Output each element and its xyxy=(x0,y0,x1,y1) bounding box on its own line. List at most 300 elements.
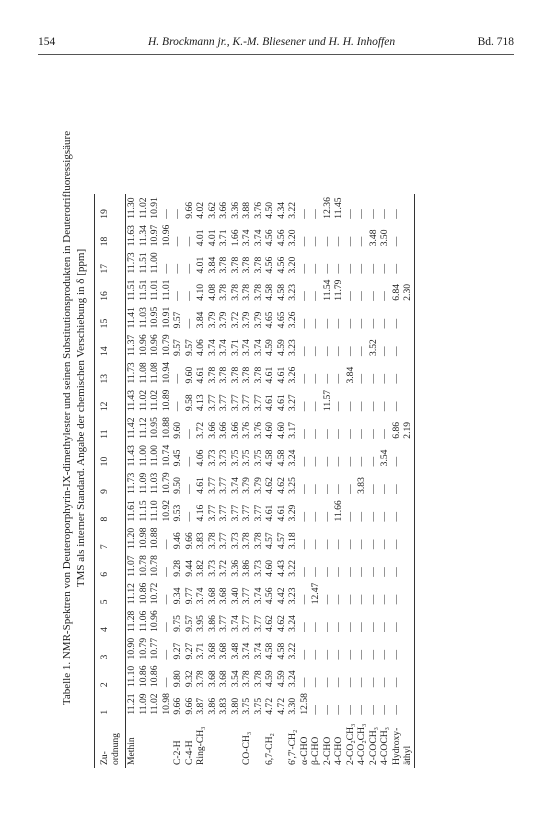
table-cell: 4.59 4.59 xyxy=(264,670,287,688)
table-cell: — xyxy=(356,705,367,715)
column-header: 3 xyxy=(95,635,126,663)
table-caption xyxy=(60,68,88,768)
table-cell: 4.56 4.56 xyxy=(264,229,287,247)
table-cell: 3.78 3.78 xyxy=(241,283,264,301)
table-cell: — xyxy=(356,622,367,632)
table-cell: 4.06 3.74 3.74 3.71 xyxy=(195,339,241,356)
table-cell: — xyxy=(333,539,344,550)
table-cell: — xyxy=(379,594,390,605)
table-cell: — xyxy=(391,304,415,332)
table-cell: 11.66 xyxy=(333,500,344,522)
table-cell: — xyxy=(356,456,367,467)
table-row xyxy=(368,194,380,768)
table-cell: — xyxy=(367,373,379,384)
table-row xyxy=(195,194,241,768)
table-cell: 3.83 3.78 3.77 3.73 xyxy=(195,532,241,550)
table-cell: 3.26 xyxy=(287,366,298,384)
row-label: 2-COCH₃ xyxy=(367,727,379,765)
table-cell: — xyxy=(391,552,415,580)
table-cell: — xyxy=(367,263,379,274)
table-cell: — xyxy=(379,401,390,412)
table-cell: 11.57 xyxy=(321,389,333,412)
table-cell: 3.27 xyxy=(287,394,298,412)
table-cell: — xyxy=(310,511,321,522)
table-cell: — xyxy=(344,263,356,274)
table-cell: 3.78 3.78 xyxy=(241,532,264,550)
column-header: 5 xyxy=(95,580,126,608)
table-cell: — xyxy=(344,209,356,219)
row-label: CO-CH₃ xyxy=(241,731,252,765)
volume-label: Bd. 718 xyxy=(477,36,514,48)
table-cell: — xyxy=(298,346,310,356)
table-cell: — xyxy=(333,567,344,577)
table-cell: — — xyxy=(172,263,195,274)
table-cell: — xyxy=(321,429,333,439)
row-label: C-2-H C-4-H xyxy=(172,740,195,765)
table-cell: — xyxy=(344,677,356,688)
table-cell: 9.80 9.32 xyxy=(172,670,195,688)
table-cell: — xyxy=(391,469,415,497)
table-cell: 4.10 4.08 3.78 3.78 xyxy=(195,283,241,301)
table-cell: 4.50 4.34 xyxy=(264,201,287,219)
table-cell: — xyxy=(379,318,390,329)
table-cell: 3.71 3.68 3.68 3.48 xyxy=(195,642,241,660)
table-cell: — xyxy=(310,649,321,660)
column-header: 18 xyxy=(95,222,126,250)
table-cell: 3.84 xyxy=(344,366,356,384)
row-label: 2-CHO xyxy=(321,736,333,765)
table-cell: — xyxy=(321,263,333,274)
table-cell: 3.77 3.77 xyxy=(241,394,264,412)
table-cell: — xyxy=(344,705,356,715)
table-cell: 4.56 4.42 xyxy=(264,587,287,605)
table-cell: — xyxy=(310,567,321,577)
table-cell: — xyxy=(321,622,333,632)
table-cell: 3.24 xyxy=(287,670,298,688)
table-cell: — xyxy=(344,401,356,412)
table-cell: 3.52 xyxy=(367,339,379,356)
table-cell: — xyxy=(298,373,310,384)
table-cell: — xyxy=(333,429,344,439)
table-cell: — xyxy=(367,209,379,219)
table-cell: — xyxy=(298,401,310,412)
table-cell: 3.83 xyxy=(356,477,367,494)
table-cell: — xyxy=(298,236,310,247)
table-cell: 3.22 xyxy=(287,559,298,577)
table-cell: — xyxy=(333,346,344,356)
table-cell: 11.61 11.15 11.10 10.92 xyxy=(126,499,172,522)
table-cell: — xyxy=(391,662,415,690)
table-cell: 4.02 3.62 3.66 3.36 xyxy=(195,201,241,219)
row-label: β-CHO xyxy=(310,736,321,765)
running-header xyxy=(0,36,552,56)
table-cell: 3.74 3.74 xyxy=(241,339,264,356)
row-label: 2-CO₂CH₃ xyxy=(344,723,356,765)
row-label: α-CHO xyxy=(298,736,310,765)
table-row xyxy=(299,194,311,768)
table-cell: 3.29 xyxy=(287,504,298,522)
table-cell: 3.22 xyxy=(287,642,298,660)
table-cell: — xyxy=(310,263,321,274)
column-header: 7 xyxy=(95,525,126,553)
table-cell: 3.82 3.73 3.72 3.36 xyxy=(195,559,241,577)
table-cell: — xyxy=(321,318,333,329)
table-cell: 3.77 3.77 xyxy=(241,615,264,632)
table-cell: 4.61 4.61 xyxy=(264,366,287,384)
table-cell: 11.63 11.34 10.97 10.96 xyxy=(126,224,172,247)
table-cell: — xyxy=(379,346,390,356)
table-cell: 3.78 3.78 xyxy=(241,366,264,384)
table-cell: 9.57 — xyxy=(172,311,195,329)
table-cell: — xyxy=(356,429,367,439)
table-cell: — xyxy=(310,456,321,467)
table-cell: — xyxy=(310,291,321,301)
table-cell: — xyxy=(391,690,415,718)
table-cell: 9.60 — xyxy=(172,421,195,439)
table-cell: 4.58 4.58 xyxy=(264,449,287,467)
table-cell: — xyxy=(367,511,379,522)
table-cell: — xyxy=(321,511,333,522)
column-header: 1 xyxy=(95,690,126,718)
table-cell: — xyxy=(344,291,356,301)
table-cell: 3.24 xyxy=(287,615,298,632)
table-cell: 3.75 3.75 xyxy=(241,449,264,467)
column-header: 15 xyxy=(95,304,126,332)
table-cell: — xyxy=(379,705,390,715)
row-label: Hydroxy- äthyl xyxy=(391,718,415,768)
table-cell: 3.77 3.77 xyxy=(241,504,264,522)
table-cell: — xyxy=(379,291,390,301)
table-cell: — xyxy=(356,677,367,688)
column-header: 17 xyxy=(95,249,126,276)
table-cell: 9.34 9.77 xyxy=(172,587,195,605)
table-cell: — xyxy=(321,677,333,688)
table-cell: 11.30 11.02 10.91 — xyxy=(126,197,172,219)
table-cell: 4.61 3.77 3.77 3.74 xyxy=(195,477,241,494)
table-cell: 3.87 3.86 3.83 3.80 xyxy=(195,697,241,715)
table-cell: — xyxy=(367,705,379,715)
table-cell: — xyxy=(379,539,390,550)
table-cell: — xyxy=(391,331,415,359)
table-cell: — xyxy=(298,622,310,632)
table-cell: 4.56 4.56 xyxy=(264,256,287,274)
table-cell: — xyxy=(367,429,379,439)
table-cell: 3.22 xyxy=(287,201,298,219)
column-header: 14 xyxy=(95,331,126,359)
table-cell: — xyxy=(367,318,379,329)
table-cell: — xyxy=(310,705,321,715)
table-cell: 3.54 xyxy=(379,449,390,467)
table-cell: 11.54 xyxy=(321,279,333,301)
table-cell: — xyxy=(298,677,310,688)
page-number: 154 xyxy=(38,36,56,48)
table-cell: — xyxy=(344,649,356,660)
table-body xyxy=(126,194,415,768)
table-cell: — xyxy=(298,291,310,301)
table-cell: 3.50 xyxy=(379,229,390,247)
table-cell: — xyxy=(333,705,344,715)
table-cell: 9.50 — xyxy=(172,477,195,494)
table-cell: 4.72 4.72 xyxy=(264,697,287,715)
table-cell: 4.61 4.61 xyxy=(264,504,287,522)
table-cell: — xyxy=(298,484,310,494)
table-row xyxy=(241,194,264,768)
table-cell: — xyxy=(344,318,356,329)
table-cell: 9.27 9.27 xyxy=(172,642,195,660)
table-cell: 9.53 — xyxy=(172,504,195,522)
table-cell: 11.73 11.08 11.08 10.94 xyxy=(126,361,172,384)
table-cell: 3.25 xyxy=(287,477,298,494)
table-cell: — xyxy=(321,484,333,494)
table-cell: 3.23 xyxy=(287,587,298,605)
table-cell: — xyxy=(298,594,310,605)
table-cell: — xyxy=(333,401,344,412)
table-cell: — xyxy=(310,622,321,632)
table-cell: — xyxy=(344,456,356,467)
table-cell: 11.12 10.86 10.72 — xyxy=(126,582,172,605)
table-cell: — xyxy=(321,373,333,384)
table-cell: — xyxy=(391,249,415,276)
table-cell: — xyxy=(391,635,415,663)
table-cell: — xyxy=(379,677,390,688)
running-authors: H. Brockmann jr., K.-M. Bliesener und H. H. Inhoffen xyxy=(148,36,396,48)
table-cell: — xyxy=(333,484,344,494)
table-cell: — xyxy=(379,567,390,577)
table-cell: 3.72 3.66 3.66 3.66 xyxy=(195,421,241,439)
table-cell: — xyxy=(356,511,367,522)
nmr-table xyxy=(94,194,415,768)
table-cell: 9.46 9.66 xyxy=(172,532,195,550)
table-cell: 3.48 xyxy=(367,229,379,247)
table-cell: 3.24 xyxy=(287,449,298,467)
table-cell: — xyxy=(321,594,333,605)
table-cell: 9.45 — xyxy=(172,449,195,467)
column-header: 16 xyxy=(95,277,126,304)
table-cell: 11.07 10.78 10.78 — xyxy=(126,555,172,577)
table-cell: — xyxy=(356,236,367,247)
table-cell: 3.78 3.78 xyxy=(241,256,264,274)
table-cell: 11.73 11.09 11.03 10.79 xyxy=(126,472,172,494)
table-cell: — xyxy=(344,511,356,522)
table-row xyxy=(379,194,391,768)
table-cell: 4.13 3.77 3.77 3.77 xyxy=(195,394,241,412)
table-cell: — xyxy=(379,511,390,522)
table-row xyxy=(345,194,357,768)
row-label: 6',7'-CH₂ xyxy=(287,729,298,765)
table-cell: 9.28 9.44 xyxy=(172,559,195,577)
table-cell: 3.88 3.76 xyxy=(241,201,264,219)
table-cell: — xyxy=(391,525,415,553)
row-label: 4-CO₂CH₃ xyxy=(356,723,367,765)
column-header: 13 xyxy=(95,359,126,387)
column-header: 11 xyxy=(95,414,126,442)
table-cell: — xyxy=(333,263,344,274)
table-cell: 4.62 4.62 xyxy=(264,615,287,632)
table-cell: 4.61 3.78 3.78 3.78 xyxy=(195,366,241,384)
table-cell: — xyxy=(367,456,379,467)
table-cell: 3.17 xyxy=(287,421,298,439)
table-cell: — xyxy=(379,373,390,384)
header-assignment: Zu- ordnung xyxy=(95,718,126,768)
table-cell: 4.58 4.58 xyxy=(264,642,287,660)
table-cell: 11.45 xyxy=(333,197,344,219)
table-cell: 11.43 11.00 11.00 10.74 xyxy=(126,444,172,467)
table-cell: — xyxy=(333,677,344,688)
table-cell: — xyxy=(333,456,344,467)
row-label: Ring-CH₃ xyxy=(195,726,206,765)
table-cell: — xyxy=(391,222,415,250)
table-cell: 10.90 10.79 10.77 — xyxy=(126,637,172,660)
table-row xyxy=(172,194,195,768)
table-cell: 3.79 3.79 xyxy=(241,477,264,494)
table-cell: — xyxy=(333,622,344,632)
table-cell: 3.74 3.74 xyxy=(241,229,264,247)
table-cell: 3.74 3.74 xyxy=(241,642,264,660)
table-row xyxy=(126,194,173,768)
table-cell: — xyxy=(333,236,344,247)
table-cell: — xyxy=(356,318,367,329)
table-cell: — xyxy=(333,373,344,384)
table-cell: — xyxy=(379,484,390,494)
table-cell: — — xyxy=(172,236,195,247)
table-cell: 11.43 11.02 11.02 10.89 xyxy=(126,389,172,412)
table-cell: 3.75 3.75 xyxy=(241,697,264,715)
table-cell: 4.65 4.65 xyxy=(264,311,287,329)
table-cell: — xyxy=(298,511,310,522)
table-cell: — xyxy=(356,649,367,660)
table-cell: — xyxy=(344,594,356,605)
table-cell: — xyxy=(298,567,310,577)
table-cell: — xyxy=(356,291,367,301)
table-cell: 3.30 xyxy=(287,697,298,715)
table-cell: — xyxy=(298,429,310,439)
table-cell: 11.37 10.96 10.96 10.79 xyxy=(126,334,172,356)
table-cell: — xyxy=(333,649,344,660)
table-cell: 4.57 4.57 xyxy=(264,532,287,550)
rotated-table-block xyxy=(60,68,480,768)
row-label: 6,7-CH₂ xyxy=(264,733,275,765)
table-cell: — xyxy=(367,539,379,550)
table-cell: 9.57 9.57 xyxy=(172,339,195,356)
table-cell: 3.20 xyxy=(287,256,298,274)
column-header: 2 xyxy=(95,662,126,690)
table-cell: — xyxy=(310,373,321,384)
table-cell: — xyxy=(367,291,379,301)
table-cell: 3.20 xyxy=(287,229,298,247)
table-cell: 3.79 3.79 xyxy=(241,311,264,329)
row-label: 4-COCH₃ xyxy=(379,727,390,765)
table-cell: 3.86 3.73 xyxy=(241,559,264,577)
header-rule xyxy=(38,54,514,55)
table-cell: — xyxy=(310,401,321,412)
table-cell: 4.58 4.58 xyxy=(264,283,287,301)
table-cell: 4.01 4.01 3.71 1.66 xyxy=(195,229,241,247)
table-cell: — xyxy=(367,401,379,412)
row-label: Methin xyxy=(126,737,137,765)
caption-line-2: TMS als interner Standard. Angabe der chemischen Verschiebung in δ [ppm] xyxy=(75,248,87,588)
table-cell: — xyxy=(391,387,415,415)
table-cell: 12.36 xyxy=(321,197,333,219)
table-cell: 3.74 3.68 3.68 3.40 xyxy=(195,587,241,605)
table-cell: 4.01 3.84 3.78 3.78 xyxy=(195,256,241,274)
table-cell: 11.42 11.12 10.95 10.88 xyxy=(126,417,172,439)
table-cell: — xyxy=(367,567,379,577)
table-cell: — xyxy=(356,346,367,356)
table-cell: — xyxy=(344,346,356,356)
table-cell: 3.78 3.78 xyxy=(241,670,264,688)
table-row xyxy=(264,194,287,768)
table-cell: — xyxy=(367,677,379,688)
column-header: 10 xyxy=(95,442,126,470)
table-cell: 12.58 xyxy=(298,693,310,715)
table-cell: — 9.60 xyxy=(172,366,195,384)
table-cell: 11.79 xyxy=(333,279,344,301)
table-row xyxy=(287,194,299,768)
table-cell: — xyxy=(321,705,333,715)
table-cell: — xyxy=(356,401,367,412)
table-cell: — xyxy=(298,209,310,219)
row-label: 4-CHO xyxy=(333,736,344,765)
table-cell: — xyxy=(310,539,321,550)
table-cell: — xyxy=(310,346,321,356)
table-cell: — xyxy=(391,359,415,387)
table-cell: 11.20 10.98 10.88 — xyxy=(126,527,172,550)
table-cell: — xyxy=(391,194,415,222)
table-cell: — xyxy=(379,209,390,219)
table-cell: — xyxy=(367,484,379,494)
table-cell: — xyxy=(379,622,390,632)
table-cell: — xyxy=(310,429,321,439)
table-cell: 6.84 2.30 xyxy=(391,277,415,304)
table-row xyxy=(310,194,322,768)
table-cell: 3.76 3.76 xyxy=(241,421,264,439)
table-cell: — xyxy=(321,346,333,356)
table-cell: — — xyxy=(172,291,195,301)
table-cell: 3.18 xyxy=(287,532,298,550)
table-cell: — xyxy=(356,594,367,605)
table-cell: — xyxy=(367,649,379,660)
column-header: 9 xyxy=(95,469,126,497)
column-header: 19 xyxy=(95,194,126,222)
table-cell: 4.62 4.62 xyxy=(264,477,287,494)
table-cell: 11.41 11.03 10.95 10.91 xyxy=(126,306,172,329)
table-cell: — 9.66 xyxy=(172,201,195,219)
table-cell: 4.06 3.73 3.73 3.75 xyxy=(195,449,241,467)
table-cell: — xyxy=(298,649,310,660)
table-cell: — xyxy=(298,456,310,467)
table-cell: 4.60 4.43 xyxy=(264,559,287,577)
table-cell: — xyxy=(333,318,344,329)
table-row xyxy=(391,194,415,768)
table-cell: 12.47 xyxy=(310,582,321,605)
table-cell: — xyxy=(333,594,344,605)
table-cell: — xyxy=(379,429,390,439)
table-cell: — xyxy=(344,567,356,577)
table-cell: — xyxy=(310,209,321,219)
caption-line-1: Tabelle 1. NMR-Spektren von Deuteroporphyrin-IX-dimethylester und seinen Substitutionsprodukten in Deuterotrifluoressigsäure xyxy=(61,130,73,706)
table-cell: — xyxy=(298,318,310,329)
table-cell: 3.23 xyxy=(287,339,298,356)
table-cell: 3.78 3.68 3.68 3.54 xyxy=(195,670,241,688)
table-cell: 11.28 11.06 10.96 — xyxy=(126,610,172,632)
table-cell: 6.86 2.19 xyxy=(391,414,415,442)
table-cell: 4.61 4.61 xyxy=(264,394,287,412)
table-cell: — xyxy=(321,456,333,467)
table-cell: — xyxy=(321,649,333,660)
table-cell: 11.10 10.86 10.86 — xyxy=(126,665,172,688)
table-cell: — xyxy=(310,484,321,494)
table-cell: — xyxy=(391,580,415,608)
